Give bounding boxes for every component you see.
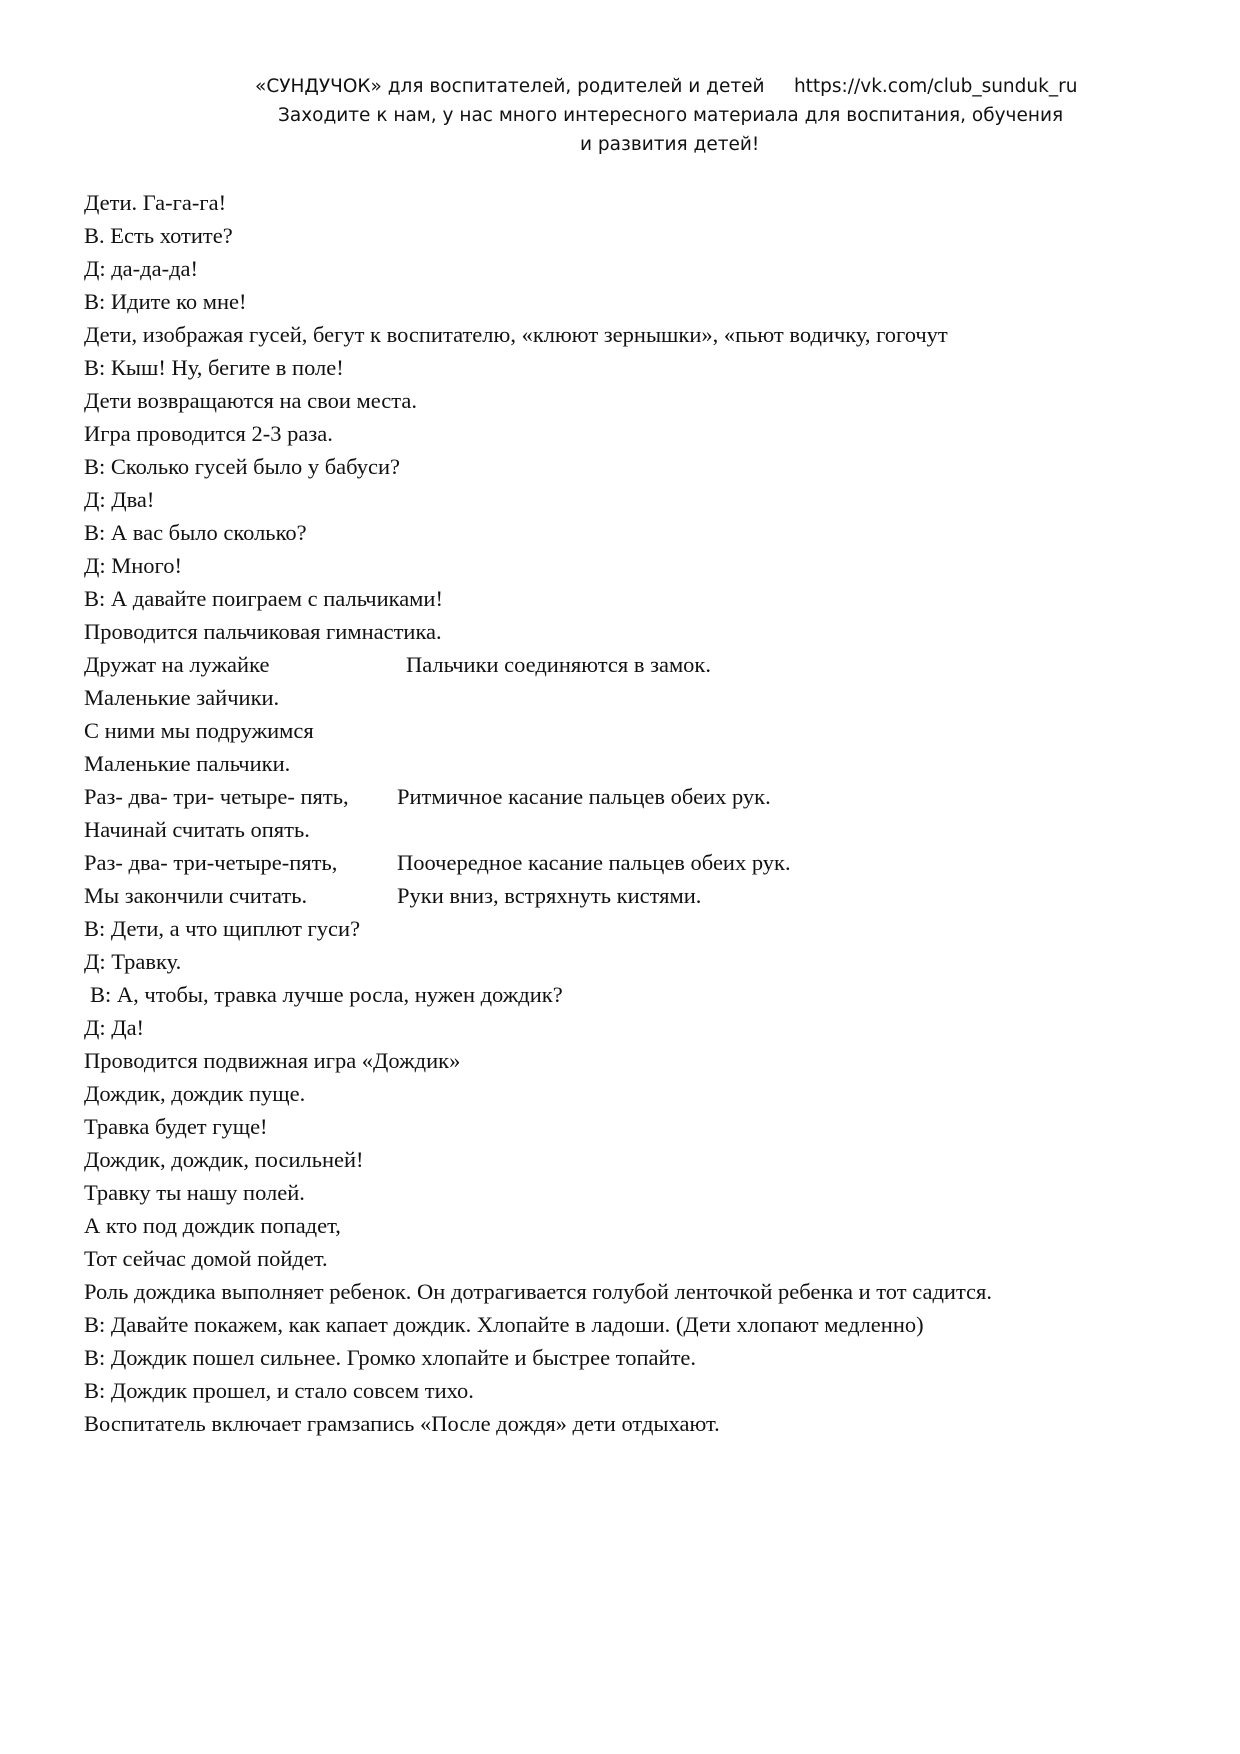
poem-verse: Раз- два- три-четыре-пять, bbox=[84, 850, 338, 875]
text-line: Роль дождика выполняет ребенок. Он дотрагивается голубой ленточкой ребенка и тот садится. bbox=[84, 1279, 993, 1304]
text-line: В: Сколько гусей было у бабуси? bbox=[84, 454, 401, 479]
text-line: Проводится пальчиковая гимнастика. bbox=[84, 619, 442, 644]
text-line: Дождик, дождик пуще. bbox=[84, 1081, 306, 1106]
text-line: В: Дети, а что щиплют гуси? bbox=[84, 916, 361, 941]
text-line: Д: Два! bbox=[84, 487, 155, 512]
poem-verse: Дружат на лужайке bbox=[84, 652, 270, 677]
text-line: В: Дождик прошел, и стало совсем тихо. bbox=[84, 1378, 474, 1403]
text-line: В: Кыш! Ну, бегите в поле! bbox=[84, 355, 344, 380]
document-body bbox=[84, 186, 1204, 1440]
text-line: Тот сейчас домой пойдет. bbox=[84, 1246, 328, 1271]
header-line-invite: Заходите к нам, у нас много интересного материала для воспитания, обучения bbox=[278, 105, 1064, 126]
poem-line bbox=[84, 714, 1204, 747]
text-line: Травка будет гуще! bbox=[84, 1114, 268, 1139]
poem-verse: Мы закончили считать. bbox=[84, 883, 308, 908]
text-line: В: А, чтобы, травка лучше росла, нужен дождик? bbox=[90, 982, 563, 1007]
poem-verse: Раз- два- три- четыре- пять, bbox=[84, 784, 349, 809]
poem-verse: Маленькие пальчики. bbox=[84, 751, 291, 776]
header-brand: «СУНДУЧОК» для воспитателей, родителей и детей bbox=[255, 76, 765, 97]
text-line: В. Есть хотите? bbox=[84, 223, 233, 248]
text-line: Дети, изображая гусей, бегут к воспитателю, «клюют зернышки», «пьют водичку, гогочут bbox=[84, 322, 948, 347]
header-line-invite-end: и развития детей! bbox=[580, 134, 760, 155]
header-line-brand bbox=[255, 72, 1077, 101]
header-url: https://vk.com/club_sunduk_ru bbox=[793, 76, 1078, 97]
poem-instruction: Поочередное касание пальцев обеих рук. bbox=[397, 850, 791, 875]
text-line: Игра проводится 2-3 раза. bbox=[84, 421, 333, 446]
poem-line bbox=[84, 846, 1204, 879]
text-line: А кто под дождик попадет, bbox=[84, 1213, 341, 1238]
text-line: В: А давайте поиграем с пальчиками! bbox=[84, 586, 443, 611]
text-line: В: А вас было сколько? bbox=[84, 520, 307, 545]
poem-line bbox=[84, 747, 1204, 780]
text-line: Дети возвращаются на свои места. bbox=[84, 388, 417, 413]
poem-line bbox=[84, 780, 1204, 813]
poem-instruction: Пальчики соединяются в замок. bbox=[406, 652, 711, 677]
poem-line bbox=[84, 681, 1204, 714]
poem-instruction: Ритмичное касание пальцев обеих рук. bbox=[397, 784, 771, 809]
poem-verse: С ними мы подружимся bbox=[84, 718, 314, 743]
text-line: Воспитатель включает грамзапись «После дождя» дети отдыхают. bbox=[84, 1411, 720, 1436]
poem-instruction: Руки вниз, встряхнуть кистями. bbox=[397, 883, 702, 908]
text-line: Дети. Га-га-га! bbox=[84, 190, 227, 215]
text-line: Д: Травку. bbox=[84, 949, 182, 974]
text-line: Д: Да! bbox=[84, 1015, 145, 1040]
poem-line bbox=[84, 813, 1204, 846]
poem-verse: Маленькие зайчики. bbox=[84, 685, 280, 710]
poem-verse: Начинай считать опять. bbox=[84, 817, 310, 842]
text-line: Проводится подвижная игра «Дождик» bbox=[84, 1048, 461, 1073]
text-line: В: Дождик пошел сильнее. Громко хлопайте и быстрее топайте. bbox=[84, 1345, 697, 1370]
text-line: Д: да-да-да! bbox=[84, 256, 199, 281]
text-line: Травку ты нашу полей. bbox=[84, 1180, 305, 1205]
text-line: В: Давайте покажем, как капает дождик. Хлопайте в ладоши. (Дети хлопают медленно) bbox=[84, 1312, 924, 1337]
poem-line bbox=[84, 879, 1204, 912]
poem-line bbox=[84, 648, 1204, 681]
text-line: Дождик, дождик, посильней! bbox=[84, 1147, 364, 1172]
text-line: В: Идите ко мне! bbox=[84, 289, 247, 314]
text-line: Д: Много! bbox=[84, 553, 182, 578]
